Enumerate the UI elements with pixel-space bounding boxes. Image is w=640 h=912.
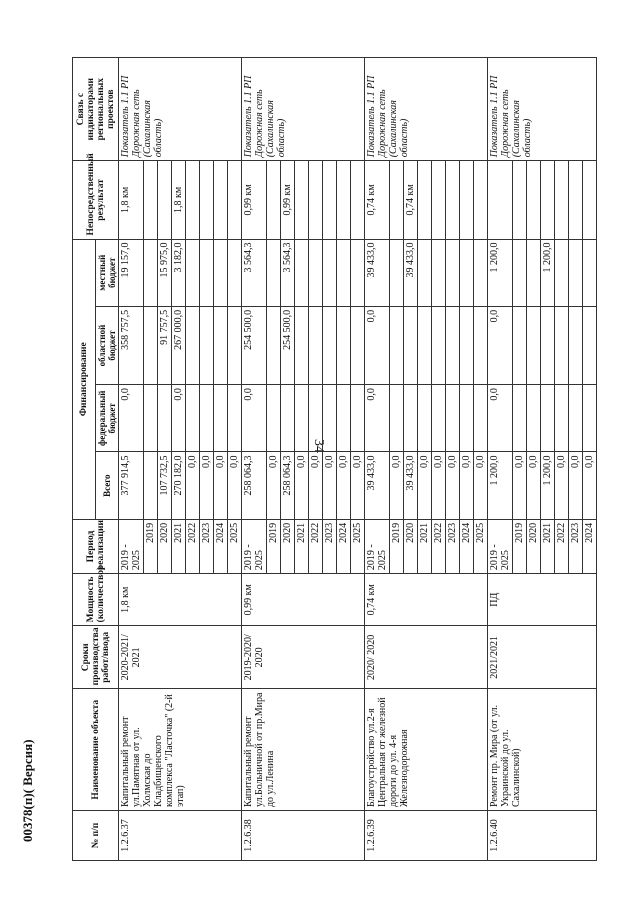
header-period: Период реализации: [73, 519, 119, 573]
year-cell: 2021: [295, 519, 309, 573]
object-name: Капитальный ремонт ул.Больничной от пр.Мира до ул.Ленина: [242, 689, 365, 811]
result-cell: [555, 161, 569, 239]
result-cell: 1,8 км: [119, 161, 144, 239]
regional-cell: 0,0: [365, 306, 390, 384]
total-cell: 0,0: [295, 452, 309, 519]
year-cell: 2019: [144, 519, 158, 573]
year-cell: 2025: [351, 519, 365, 573]
federal-cell: [351, 385, 365, 452]
year-cell: 2024: [337, 519, 351, 573]
federal-cell: [446, 385, 460, 452]
local-cell: [513, 239, 527, 306]
result-cell: [214, 161, 228, 239]
local-cell: 39 433,0: [365, 239, 390, 306]
local-cell: [200, 239, 214, 306]
year-cell: 2022: [555, 519, 569, 573]
indicator-link: Показатель 1.1 РП Дорожная сеть (Сахалинская область): [242, 58, 365, 161]
total-cell: 39 433,0: [365, 452, 390, 519]
object-capacity: 0,99 км: [242, 574, 365, 626]
local-cell: [569, 239, 583, 306]
federal-cell: [527, 385, 541, 452]
object-summary-row: [119, 58, 144, 861]
year-cell: 2023: [200, 519, 214, 573]
result-cell: [527, 161, 541, 239]
object-summary-row: [488, 58, 513, 861]
regional-cell: [527, 306, 541, 384]
object-terms: 2021/2021: [488, 626, 597, 689]
object-number: 1.2.6.39: [365, 811, 488, 861]
header-terms: Сроки производства работ/ввода: [73, 626, 119, 689]
header-num: № п/п: [73, 811, 119, 861]
local-cell: 19 157,0: [119, 239, 144, 306]
period-cell: 2019 - 2025: [488, 519, 513, 573]
local-cell: [351, 239, 365, 306]
total-cell: 0,0: [267, 452, 281, 519]
federal-cell: [541, 385, 555, 452]
total-cell: 258 064,3: [242, 452, 267, 519]
total-cell: 258 064,3: [281, 452, 295, 519]
federal-cell: [186, 385, 200, 452]
federal-cell: [200, 385, 214, 452]
object-terms: 2019-2020/ 2020: [242, 626, 365, 689]
local-cell: 3 564,3: [242, 239, 267, 306]
result-cell: [418, 161, 432, 239]
total-cell: 0,0: [527, 452, 541, 519]
federal-cell: [460, 385, 474, 452]
total-cell: 0,0: [351, 452, 365, 519]
federal-cell: [158, 385, 172, 452]
local-cell: [474, 239, 488, 306]
total-cell: 0,0: [583, 452, 597, 519]
local-cell: [144, 239, 158, 306]
regional-cell: [474, 306, 488, 384]
total-cell: 0,0: [309, 452, 323, 519]
indicator-link: Показатель 1.1 РП Дорожная сеть (Сахалинская область): [365, 58, 488, 161]
object-capacity: 0,74 км: [365, 574, 488, 626]
result-cell: [144, 161, 158, 239]
regional-cell: [295, 306, 309, 384]
total-cell: 1 200,0: [488, 452, 513, 519]
local-cell: 1 200,0: [541, 239, 555, 306]
regional-cell: [446, 306, 460, 384]
regional-cell: [583, 306, 597, 384]
local-cell: [460, 239, 474, 306]
local-cell: [323, 239, 337, 306]
regional-cell: [418, 306, 432, 384]
federal-cell: [267, 385, 281, 452]
total-cell: 0,0: [446, 452, 460, 519]
result-cell: 1,8 км: [172, 161, 186, 239]
total-cell: 0,0: [214, 452, 228, 519]
table-body: [119, 58, 597, 861]
federal-cell: [432, 385, 446, 452]
regional-cell: [460, 306, 474, 384]
object-terms: 2020/ 2020: [365, 626, 488, 689]
local-cell: [583, 239, 597, 306]
regional-cell: 91 757,5: [158, 306, 172, 384]
object-summary-row: [365, 58, 390, 861]
regional-cell: [267, 306, 281, 384]
result-cell: [267, 161, 281, 239]
result-cell: [474, 161, 488, 239]
year-cell: 2024: [583, 519, 597, 573]
year-cell: 2024: [460, 519, 474, 573]
local-cell: [527, 239, 541, 306]
indicator-link: Показатель 1.1 РП Дорожная сеть (Сахалинская область): [119, 58, 242, 161]
result-cell: [432, 161, 446, 239]
regional-cell: [144, 306, 158, 384]
object-name: Капитальный ремонт ул.Памятная от ул. Холмская до Кладбищенского комплекса "Ласточка" (2-й этап): [119, 689, 242, 811]
federal-cell: [583, 385, 597, 452]
federal-cell: [569, 385, 583, 452]
header-financing: Финансирование: [73, 239, 96, 519]
total-cell: 0,0: [186, 452, 200, 519]
year-cell: 2019: [513, 519, 527, 573]
result-cell: [295, 161, 309, 239]
regional-cell: [200, 306, 214, 384]
result-cell: [337, 161, 351, 239]
year-cell: 2024: [214, 519, 228, 573]
object-name: Ремонт пр. Мира (от ул. Украинской до ул. Сахалинской): [488, 689, 597, 811]
period-cell: 2019 - 2025: [365, 519, 390, 573]
regional-cell: [186, 306, 200, 384]
local-cell: [432, 239, 446, 306]
result-cell: [488, 161, 513, 239]
federal-cell: [323, 385, 337, 452]
total-cell: 0,0: [432, 452, 446, 519]
federal-cell: 0,0: [242, 385, 267, 452]
federal-cell: [295, 385, 309, 452]
object-name: Благоустройство ул.2-я Центральная от железной дороги до ул. 4-я Железнодорожная: [365, 689, 488, 811]
federal-cell: [337, 385, 351, 452]
local-cell: [228, 239, 242, 306]
year-cell: 2023: [323, 519, 337, 573]
footer-document-code: 00378(п)( Версия): [20, 739, 35, 842]
federal-cell: [404, 385, 418, 452]
year-cell: 2020: [404, 519, 418, 573]
result-cell: 0,74 км: [365, 161, 390, 239]
total-cell: 0,0: [513, 452, 527, 519]
result-cell: [309, 161, 323, 239]
regional-cell: 358 757,5: [119, 306, 144, 384]
federal-cell: [228, 385, 242, 452]
federal-cell: [555, 385, 569, 452]
federal-cell: [309, 385, 323, 452]
header-name: Наименование объекта: [73, 689, 119, 811]
local-cell: 15 975,0: [158, 239, 172, 306]
year-cell: 2021: [172, 519, 186, 573]
local-cell: [214, 239, 228, 306]
result-cell: [228, 161, 242, 239]
local-cell: [418, 239, 432, 306]
federal-cell: [214, 385, 228, 452]
total-cell: 107 732,5: [158, 452, 172, 519]
federal-cell: [390, 385, 404, 452]
object-capacity: ПД: [488, 574, 597, 626]
financing-table: [72, 57, 597, 861]
header-total: Всего: [96, 452, 119, 519]
regional-cell: [323, 306, 337, 384]
federal-cell: [474, 385, 488, 452]
local-cell: [555, 239, 569, 306]
local-cell: 3 564,3: [281, 239, 295, 306]
result-cell: [460, 161, 474, 239]
object-number: 1.2.6.40: [488, 811, 597, 861]
object-number: 1.2.6.37: [119, 811, 242, 861]
regional-cell: 254 500,0: [281, 306, 295, 384]
local-cell: 3 182,0: [172, 239, 186, 306]
regional-cell: [513, 306, 527, 384]
total-cell: 0,0: [460, 452, 474, 519]
regional-cell: [432, 306, 446, 384]
year-cell: 2023: [446, 519, 460, 573]
local-cell: [390, 239, 404, 306]
result-cell: [446, 161, 460, 239]
header-result: Непосредственный результат: [73, 161, 119, 239]
total-cell: 0,0: [337, 452, 351, 519]
rotated-table-container: [72, 57, 595, 861]
total-cell: 0,0: [200, 452, 214, 519]
total-cell: 0,0: [474, 452, 488, 519]
local-cell: [309, 239, 323, 306]
federal-cell: [513, 385, 527, 452]
rotated-page-content: [72, 57, 595, 861]
year-cell: 2022: [186, 519, 200, 573]
year-cell: 2019: [267, 519, 281, 573]
total-cell: [144, 452, 158, 519]
page-number: 34: [311, 439, 326, 453]
regional-cell: [351, 306, 365, 384]
regional-cell: [228, 306, 242, 384]
total-cell: 0,0: [418, 452, 432, 519]
total-cell: 0,0: [323, 452, 337, 519]
object-terms: 2020-2021/ 2021: [119, 626, 242, 689]
regional-cell: [337, 306, 351, 384]
result-cell: 0,99 км: [242, 161, 267, 239]
regional-cell: [541, 306, 555, 384]
regional-cell: [569, 306, 583, 384]
local-cell: 1 200,0: [488, 239, 513, 306]
result-cell: [541, 161, 555, 239]
result-cell: 0,99 км: [281, 161, 295, 239]
year-cell: 2021: [418, 519, 432, 573]
federal-cell: 0,0: [119, 385, 144, 452]
year-cell: 2025: [228, 519, 242, 573]
year-cell: 2020: [158, 519, 172, 573]
regional-cell: [555, 306, 569, 384]
regional-cell: [390, 306, 404, 384]
result-cell: [351, 161, 365, 239]
local-cell: [337, 239, 351, 306]
local-cell: [446, 239, 460, 306]
total-cell: 0,0: [569, 452, 583, 519]
result-cell: [200, 161, 214, 239]
local-cell: [295, 239, 309, 306]
result-cell: [513, 161, 527, 239]
regional-cell: [214, 306, 228, 384]
federal-cell: [144, 385, 158, 452]
period-cell: 2019 - 2025: [242, 519, 267, 573]
local-cell: [267, 239, 281, 306]
regional-cell: 0,0: [488, 306, 513, 384]
result-cell: [158, 161, 172, 239]
regional-cell: 267 000,0: [172, 306, 186, 384]
regional-cell: [309, 306, 323, 384]
header-federal: федеральный бюджет: [96, 385, 119, 452]
header-link: Связь с индикаторами региональных проектов: [73, 58, 119, 161]
total-cell: 270 182,0: [172, 452, 186, 519]
result-cell: [569, 161, 583, 239]
total-cell: 39 433,0: [404, 452, 418, 519]
year-cell: 2020: [281, 519, 295, 573]
header-regional: областной бюджет: [96, 306, 119, 384]
object-summary-row: [242, 58, 267, 861]
year-cell: 2022: [309, 519, 323, 573]
header-local: местный бюджет: [96, 239, 119, 306]
year-cell: 2020: [527, 519, 541, 573]
federal-cell: 0,0: [488, 385, 513, 452]
result-cell: 0,74 км: [404, 161, 418, 239]
total-cell: 0,0: [390, 452, 404, 519]
year-cell: 2023: [569, 519, 583, 573]
total-cell: 377 914,5: [119, 452, 144, 519]
period-cell: 2019 - 2025: [119, 519, 144, 573]
regional-cell: 254 500,0: [242, 306, 267, 384]
result-cell: [390, 161, 404, 239]
year-cell: 2022: [432, 519, 446, 573]
total-cell: 1 200,0: [541, 452, 555, 519]
federal-cell: 0,0: [365, 385, 390, 452]
result-cell: [186, 161, 200, 239]
result-cell: [583, 161, 597, 239]
year-cell: 2019: [390, 519, 404, 573]
federal-cell: 0,0: [172, 385, 186, 452]
local-cell: [186, 239, 200, 306]
year-cell: 2021: [541, 519, 555, 573]
total-cell: 0,0: [555, 452, 569, 519]
regional-cell: [404, 306, 418, 384]
year-cell: 2025: [474, 519, 488, 573]
table-header: [73, 58, 119, 861]
federal-cell: [418, 385, 432, 452]
total-cell: 0,0: [228, 452, 242, 519]
header-capacity: Мощность (количество): [73, 574, 119, 626]
object-number: 1.2.6.38: [242, 811, 365, 861]
federal-cell: [281, 385, 295, 452]
result-cell: [323, 161, 337, 239]
indicator-link: Показатель 1.1 РП Дорожная сеть (Сахалинская область): [488, 58, 597, 161]
local-cell: 39 433,0: [404, 239, 418, 306]
object-capacity: 1,8 км: [119, 574, 242, 626]
